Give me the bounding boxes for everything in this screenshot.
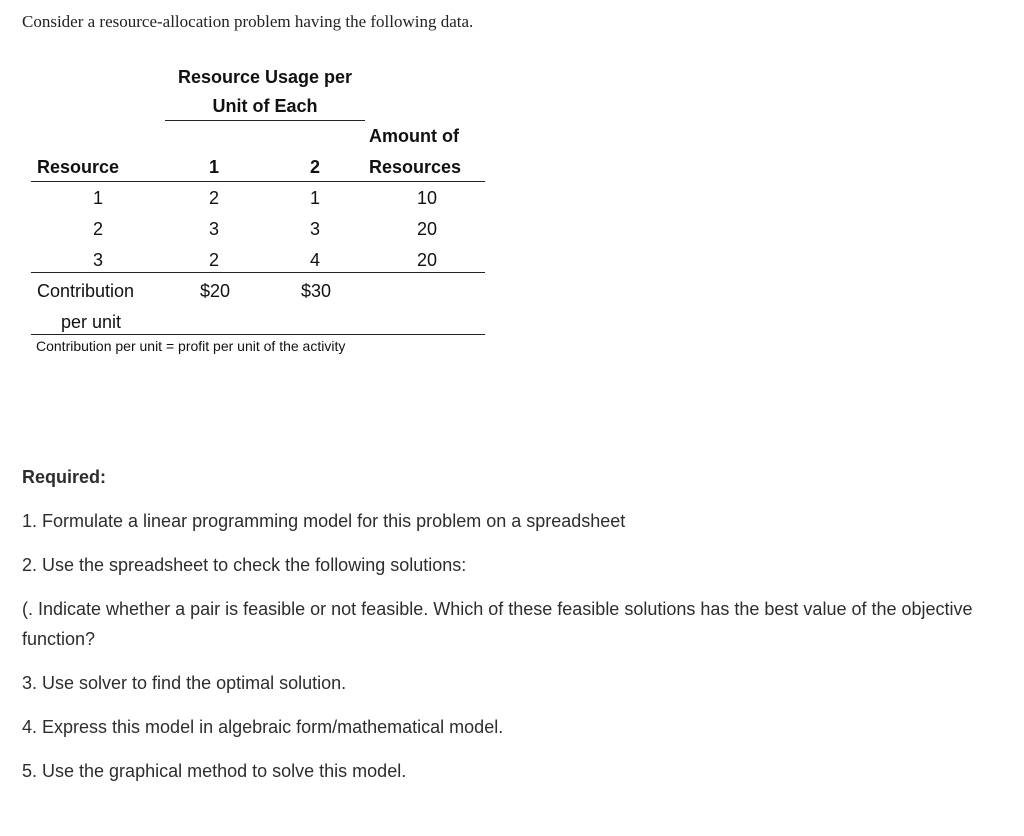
row-3-resource: 3 [92,250,104,270]
required-item-2-note: (. Indicate whether a pair is feasible or not feasible. Which of these feasible solutions has the best value of the objective function? [22,599,973,649]
row-3-activity-1: 2 [208,250,220,270]
required-item-5: 5. Use the graphical method to solve this model. [22,761,407,781]
contribution-activity-2: $30 [300,281,332,301]
required-heading: Required: [22,467,107,487]
required-section [22,462,982,800]
amount-header-line1: Amount of [369,126,459,146]
row-2-amount: 20 [416,219,437,239]
row-2-activity-1: 3 [208,219,220,239]
amount-header-line2: Resources [369,157,462,177]
row-1-resource: 1 [92,188,104,208]
row-2-resource: 2 [92,219,104,239]
contribution-underline [31,334,485,335]
activity-1-header: 1 [208,157,220,177]
header-underline [31,181,485,182]
contribution-label-line1: Contribution [37,281,135,301]
row-3-activity-2: 4 [309,250,321,270]
row-1-amount: 10 [416,188,437,208]
required-item-3: 3. Use solver to find the optimal solution. [22,673,347,693]
resource-table [0,0,520,370]
header-group-underline [165,120,365,121]
required-item-1: 1. Formulate a linear programming model for this problem on a spreadsheet [22,511,626,531]
resource-header: Resource [37,157,120,177]
activity-2-header: 2 [309,157,321,177]
header-group-line1: Resource Usage per [177,67,353,87]
required-item-4: 4. Express this model in algebraic form/mathematical model. [22,717,504,737]
row-1-activity-2: 1 [309,188,321,208]
contribution-label-line2: per unit [61,312,122,332]
contribution-note: Contribution per unit = profit per unit of the activity [36,338,346,354]
header-group-line2: Unit of Each [212,96,318,116]
row-2-activity-2: 3 [309,219,321,239]
required-item-2: 2. Use the spreadsheet to check the following solutions: [22,555,467,575]
row-1-activity-1: 2 [208,188,220,208]
rows-underline [31,272,485,273]
contribution-activity-1: $20 [199,281,231,301]
row-3-amount: 20 [416,250,437,270]
intro-text: Consider a resource-allocation problem having the following data. [22,12,474,31]
